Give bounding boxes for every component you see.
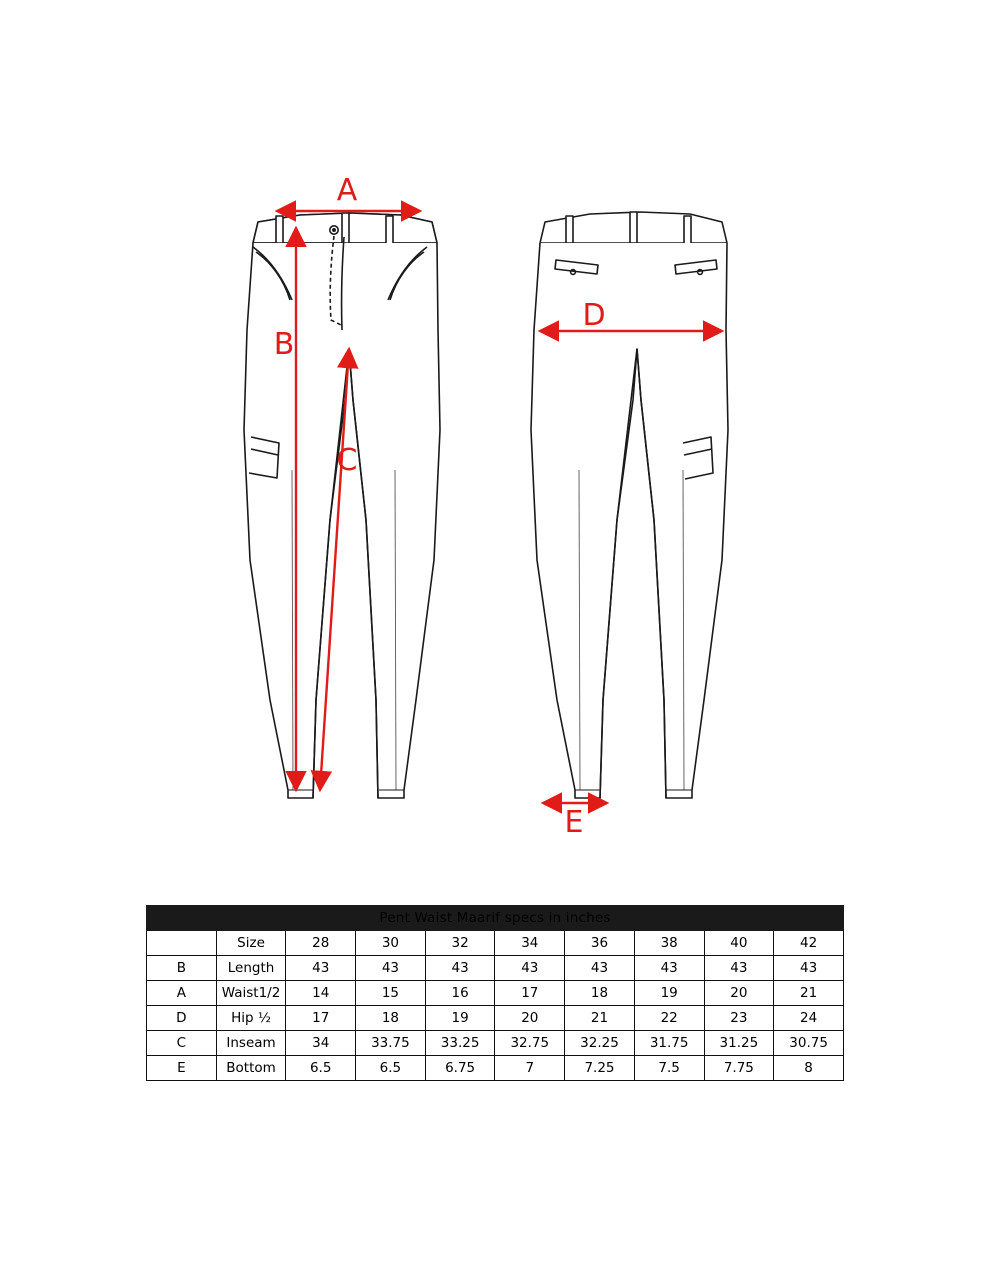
label-B: B bbox=[273, 327, 295, 362]
row-value: 6.5 bbox=[356, 1056, 426, 1081]
row-value: 33.75 bbox=[356, 1031, 426, 1056]
row-value: 18 bbox=[565, 981, 635, 1006]
row-value: 20 bbox=[704, 981, 774, 1006]
table-row bbox=[147, 1056, 844, 1081]
row-value: 14 bbox=[286, 981, 356, 1006]
row-label: Waist1/2 bbox=[216, 981, 286, 1006]
row-value: 43 bbox=[495, 956, 565, 981]
row-value: 7.25 bbox=[565, 1056, 635, 1081]
row-value: 30.75 bbox=[774, 1031, 844, 1056]
row-label: Length bbox=[216, 956, 286, 981]
table-row bbox=[147, 1031, 844, 1056]
row-value: 6.5 bbox=[286, 1056, 356, 1081]
row-value: 18 bbox=[356, 1006, 426, 1031]
row-code: D bbox=[147, 1006, 217, 1031]
header-size-36: 36 bbox=[565, 931, 635, 956]
front-view-group bbox=[244, 213, 440, 798]
table-row bbox=[147, 1006, 844, 1031]
row-value: 43 bbox=[634, 956, 704, 981]
row-value: 43 bbox=[356, 956, 426, 981]
row-code: C bbox=[147, 1031, 217, 1056]
table-title-row bbox=[147, 906, 844, 931]
row-value: 7 bbox=[495, 1056, 565, 1081]
row-value: 34 bbox=[286, 1031, 356, 1056]
spec-table-container bbox=[146, 905, 844, 1081]
row-value: 43 bbox=[286, 956, 356, 981]
row-code: E bbox=[147, 1056, 217, 1081]
row-value: 24 bbox=[774, 1006, 844, 1031]
row-code: A bbox=[147, 981, 217, 1006]
row-value: 21 bbox=[565, 1006, 635, 1031]
row-value: 31.75 bbox=[634, 1031, 704, 1056]
row-value: 32.25 bbox=[565, 1031, 635, 1056]
label-C: C bbox=[336, 443, 358, 478]
table-title: Pent Waist Maarif specs in inches bbox=[147, 906, 844, 931]
row-value: 19 bbox=[425, 1006, 495, 1031]
row-value: 21 bbox=[774, 981, 844, 1006]
header-size-38: 38 bbox=[634, 931, 704, 956]
row-value: 17 bbox=[495, 981, 565, 1006]
row-value: 7.75 bbox=[704, 1056, 774, 1081]
row-label: Bottom bbox=[216, 1056, 286, 1081]
header-size-34: 34 bbox=[495, 931, 565, 956]
header-size-40: 40 bbox=[704, 931, 774, 956]
table-header-row bbox=[147, 931, 844, 956]
row-value: 19 bbox=[634, 981, 704, 1006]
header-size-32: 32 bbox=[425, 931, 495, 956]
header-label-cell: Size bbox=[216, 931, 286, 956]
header-size-30: 30 bbox=[356, 931, 426, 956]
back-view-group bbox=[531, 212, 728, 798]
header-code-cell bbox=[147, 931, 217, 956]
row-value: 23 bbox=[704, 1006, 774, 1031]
row-value: 17 bbox=[286, 1006, 356, 1031]
label-A: A bbox=[336, 173, 358, 208]
row-label: Inseam bbox=[216, 1031, 286, 1056]
row-value: 32.75 bbox=[495, 1031, 565, 1056]
row-value: 43 bbox=[774, 956, 844, 981]
row-value: 6.75 bbox=[425, 1056, 495, 1081]
row-value: 22 bbox=[634, 1006, 704, 1031]
row-value: 43 bbox=[704, 956, 774, 981]
row-value: 7.5 bbox=[634, 1056, 704, 1081]
table-row bbox=[147, 981, 844, 1006]
row-value: 43 bbox=[565, 956, 635, 981]
header-size-28: 28 bbox=[286, 931, 356, 956]
row-value: 15 bbox=[356, 981, 426, 1006]
spec-table bbox=[146, 905, 844, 1081]
row-value: 31.25 bbox=[704, 1031, 774, 1056]
header-size-42: 42 bbox=[774, 931, 844, 956]
table-row bbox=[147, 956, 844, 981]
label-D: D bbox=[582, 298, 606, 333]
row-value: 8 bbox=[774, 1056, 844, 1081]
label-E: E bbox=[564, 805, 584, 840]
row-value: 20 bbox=[495, 1006, 565, 1031]
row-code: B bbox=[147, 956, 217, 981]
row-label: Hip ½ bbox=[216, 1006, 286, 1031]
row-value: 43 bbox=[425, 956, 495, 981]
row-value: 16 bbox=[425, 981, 495, 1006]
row-value: 33.25 bbox=[425, 1031, 495, 1056]
